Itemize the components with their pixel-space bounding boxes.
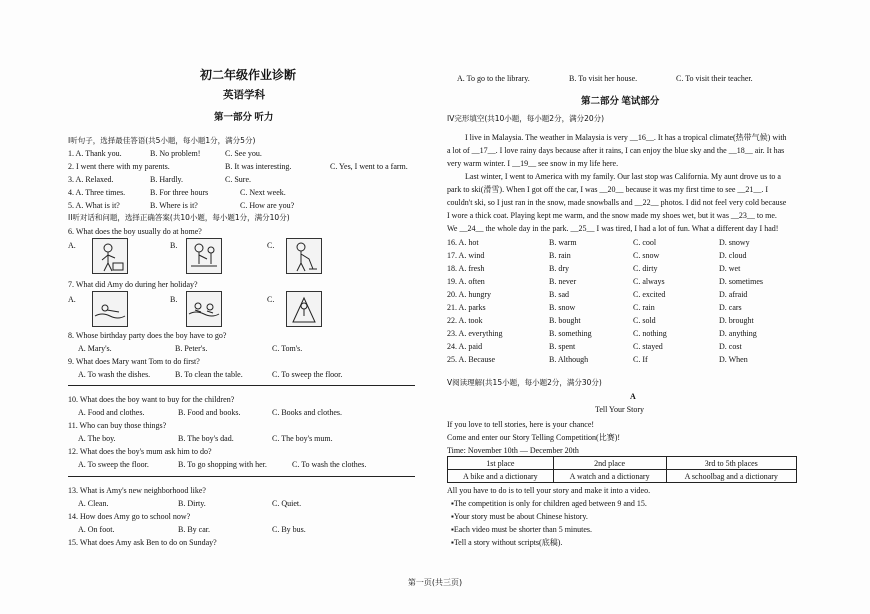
q9-b: B. To clean the table. — [175, 370, 243, 379]
q13-c: C. Quiet. — [272, 499, 302, 508]
option-19-a: 19. A. often — [447, 277, 485, 286]
q1-c: C. See you. — [225, 149, 262, 158]
q1-a: 1. A. Thank you. — [68, 149, 122, 158]
option-16-d: D. snowy — [719, 238, 750, 247]
section4-heading: IV完形填空(共10小题，每小题2分，满分20分) — [447, 114, 605, 123]
option-25-a: 25. A. Because — [447, 355, 495, 364]
q14-b: B. By car. — [178, 525, 210, 534]
passage-line-1: I live in Malaysia. The weather in Malaysia is very __16__. It has a tropical climate(热带气候) with — [465, 133, 787, 142]
option-23-a: 23. A. everything — [447, 329, 503, 338]
q5-b: B. Where is it? — [150, 201, 198, 210]
q15-text: 15. What does Amy ask Ben to do on Sunday? — [68, 538, 217, 547]
divider-1 — [68, 385, 415, 386]
option-21-c: C. rain — [633, 303, 655, 312]
rule-line-5: ▪Tell a story without scripts(底稿). — [451, 538, 563, 547]
option-21-b: B. snow — [549, 303, 576, 312]
q2-a: 2. I went there with my parents. — [68, 162, 170, 171]
option-19-d: D. sometimes — [719, 277, 763, 286]
q4-b: B. For three hours — [150, 188, 209, 197]
option-18-d: D. wet — [719, 264, 741, 273]
q6-picture-b — [186, 238, 222, 274]
prize-head-1: 1st place — [448, 457, 554, 470]
page-title: 初二年级作业诊断 — [200, 68, 297, 82]
q6-label-b: B. — [170, 241, 178, 250]
prize-head-2: 2nd place — [553, 457, 666, 470]
option-18-b: B. dry — [549, 264, 569, 273]
q14-a: A. On foot. — [78, 525, 115, 534]
passage-line-8: We __24__ the whole day in the park. __25__ I was tired, I had a lot of fun. What a different day I had! — [447, 224, 779, 233]
q3-c: C. Sure. — [225, 175, 251, 184]
passage-line-6: couldn't ski, so I just ran in the snow, made snowballs and __22__ photos. I did not feel very cold because — [447, 198, 787, 207]
part1-heading: 第一部分 听力 — [214, 113, 274, 123]
option-19-b: B. never — [549, 277, 577, 286]
rule-line-4: ▪Each video must be shorter than 5 minutes. — [451, 525, 593, 534]
option-17-d: D. cloud — [719, 251, 747, 260]
q10-c: C. Books and clothes. — [272, 408, 342, 417]
q7-picture-b — [186, 291, 222, 327]
q3-b: B. Hardly. — [150, 175, 184, 184]
q13-b: B. Dirty. — [178, 499, 206, 508]
option-23-c: C. nothing — [633, 329, 667, 338]
q7-label-c: C. — [267, 295, 275, 304]
q12-b: B. To go shopping with her. — [178, 460, 267, 469]
q12-text: 12. What does the boy's mum ask him to do? — [68, 447, 212, 456]
q9-a: A. To wash the dishes. — [78, 370, 151, 379]
rule-line-3: ▪Your story must be about Chinese history. — [451, 512, 588, 521]
q13-a: A. Clean. — [78, 499, 109, 508]
option-22-b: B. bought — [549, 316, 581, 325]
q9-text: 9. What does Mary want Tom to do first? — [68, 357, 200, 366]
passage-letter: A — [630, 392, 636, 401]
q8-text: 8. Whose birthday party does the boy have to go? — [68, 331, 227, 340]
option-16-a: 16. A. hot — [447, 238, 479, 247]
q11-text: 11. Who can buy those things? — [68, 421, 167, 430]
q6-label-c: C. — [267, 241, 275, 250]
option-25-d: D. When — [719, 355, 748, 364]
option-24-c: C. stayed — [633, 342, 663, 351]
q9-c: C. To sweep the floor. — [272, 370, 343, 379]
option-23-b: B. something — [549, 329, 592, 338]
option-17-c: C. snow — [633, 251, 660, 260]
passage-line-3: very warm winter. I __19__ see snow in my life here. — [447, 159, 619, 168]
q10-text: 10. What does the boy want to buy for the children? — [68, 395, 235, 404]
passage-line-2: a lot of __17__. I love rainy days because after it rains, I can enjoy the blue sky and the __18__ air. It has — [447, 146, 785, 155]
option-24-b: B. spent — [549, 342, 576, 351]
q12-a: A. To sweep the floor. — [78, 460, 149, 469]
q5-a: 5. A. What is it? — [68, 201, 120, 210]
q12-c: C. To wash the clothes. — [292, 460, 367, 469]
option-22-a: 22. A. took — [447, 316, 483, 325]
q14-text: 14. How does Amy go to school now? — [68, 512, 191, 521]
prize-cell-3: A schoolbag and a dictionary — [666, 470, 797, 483]
q2-b: B. It was interesting. — [225, 162, 292, 171]
rule-line-2: ▪The competition is only for children aged between 9 and 15. — [451, 499, 647, 508]
q4-c: C. Next week. — [240, 188, 286, 197]
q6-picture-a — [92, 238, 128, 274]
option-20-c: C. excited — [633, 290, 666, 299]
option-24-d: D. cost — [719, 342, 742, 351]
q4-a: 4. A. Three times. — [68, 188, 126, 197]
q2-c: C. Yes, I went to a farm. — [330, 162, 408, 171]
passage-line-5: park to ski(滑雪). When I got off the car, I was __20__ because it was my first time to see __21__. I — [447, 185, 769, 194]
option-17-a: 17. A. wind — [447, 251, 485, 260]
q6-text: 6. What does the boy usually do at home? — [68, 227, 202, 236]
option-21-d: D. cars — [719, 303, 742, 312]
section5-heading: V阅读理解(共15小题，每小题2分，满分30分) — [447, 378, 602, 387]
option-20-b: B. sad — [549, 290, 569, 299]
q11-c: C. The boy's mum. — [272, 434, 333, 443]
option-22-c: C. sold — [633, 316, 656, 325]
q1-b: B. No problem! — [150, 149, 201, 158]
prize-head-3: 3rd to 5th places — [666, 457, 797, 470]
q15-b: B. To visit her house. — [569, 74, 638, 83]
q8-a: A. Mary's. — [78, 344, 112, 353]
prize-table — [447, 456, 797, 483]
option-18-a: 18. A. fresh — [447, 264, 485, 273]
intro-line-1: If you love to tell stories, here is your chance! — [447, 420, 595, 429]
subject-title: 英语学科 — [223, 90, 265, 101]
passage-line-7: I wore a thick coat. Playing kept me warm, and the snow made my shoes wet, but it was __23__ to me. — [447, 211, 777, 220]
option-24-a: 24. A. paid — [447, 342, 483, 351]
q13-text: 13. What is Amy's new neighborhood like? — [68, 486, 206, 495]
prize-cell-2: A watch and a dictionary — [553, 470, 666, 483]
part2-heading: 第二部分 笔试部分 — [581, 97, 660, 107]
q11-a: A. The boy. — [78, 434, 116, 443]
q7-label-b: B. — [170, 295, 178, 304]
q3-a: 3. A. Relaxed. — [68, 175, 114, 184]
option-19-c: C. always — [633, 277, 665, 286]
q8-c: C. Tom's. — [272, 344, 303, 353]
q6-label-a: A. — [68, 241, 76, 250]
option-16-c: C. cool — [633, 238, 657, 247]
q8-b: B. Peter's. — [175, 344, 208, 353]
divider-2 — [68, 476, 415, 477]
section2-heading: II听对话和问题，选择正确答案(共10小题，每小题1分，满分10分) — [68, 213, 290, 222]
option-25-c: C. If — [633, 355, 648, 364]
option-18-c: C. dirty — [633, 264, 658, 273]
option-25-b: B. Although — [549, 355, 589, 364]
option-20-a: 20. A. hungry — [447, 290, 491, 299]
q15-a: A. To go to the library. — [457, 74, 530, 83]
option-20-d: D. afraid — [719, 290, 748, 299]
option-16-b: B. warm — [549, 238, 577, 247]
passage-line-4: Last winter, I went to America with my family. Our last stop was California. My aunt drove us to a — [465, 172, 781, 181]
option-21-a: 21. A. parks — [447, 303, 486, 312]
page-footer: 第一页(共三页) — [407, 578, 463, 587]
option-22-d: D. brought — [719, 316, 754, 325]
right-column — [435, 0, 870, 614]
intro-line-2: Come and enter our Story Telling Competition(比赛)! — [447, 433, 621, 442]
rule-line-1: All you have to do is to tell your story and make it into a video. — [447, 486, 651, 495]
q6-picture-c — [286, 238, 322, 274]
q5-c: C. How are you? — [240, 201, 295, 210]
q15-c: C. To visit their teacher. — [676, 74, 753, 83]
prize-table-row — [448, 470, 797, 483]
q10-a: A. Food and clothes. — [78, 408, 145, 417]
prize-table-header — [448, 457, 797, 470]
q11-b: B. The boy's dad. — [178, 434, 234, 443]
q7-picture-a — [92, 291, 128, 327]
q10-b: B. Food and books. — [178, 408, 241, 417]
passage-title: Tell Your Story — [595, 405, 645, 414]
q7-picture-c — [286, 291, 322, 327]
prize-cell-1: A bike and a dictionary — [448, 470, 554, 483]
q7-label-a: A. — [68, 295, 76, 304]
option-23-d: D. anything — [719, 329, 757, 338]
q7-text: 7. What did Amy do during her holiday? — [68, 280, 198, 289]
intro-line-3: Time: November 10th — December 20th — [447, 446, 579, 455]
section1-heading: I听句子，选择最佳答语(共5小题，每小题1分，满分5分) — [68, 136, 256, 145]
option-17-b: B. rain — [549, 251, 571, 260]
q14-c: C. By bus. — [272, 525, 306, 534]
